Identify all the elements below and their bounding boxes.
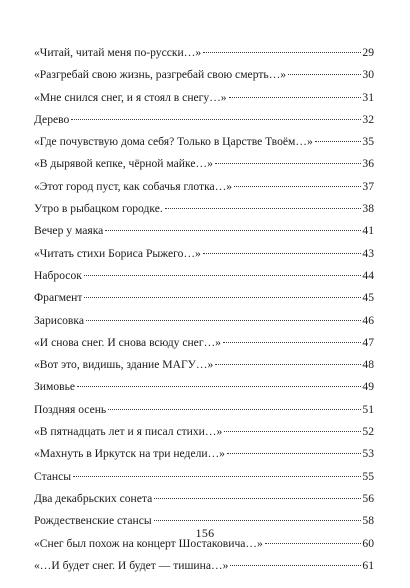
toc-entry-title: Вечер у маяка (34, 224, 104, 238)
toc-entry (34, 287, 374, 309)
dot-leader (84, 297, 361, 298)
dot-leader (165, 208, 362, 209)
toc-entry (34, 265, 374, 287)
dot-leader (105, 230, 361, 231)
toc-entry (34, 198, 374, 220)
toc-entry-title: Рождественские стансы (34, 514, 152, 528)
page-number: 156 (195, 526, 215, 540)
dot-leader (288, 74, 361, 75)
toc-entry-page: 49 (362, 380, 374, 394)
dot-leader (215, 364, 361, 365)
toc-entry-title: «…И будет снег. И будет — тишина…» (34, 558, 229, 572)
dot-leader (203, 253, 362, 254)
toc-entry-title: Утро в рыбацком городке. (34, 202, 163, 216)
toc-entry-page: 44 (362, 268, 374, 282)
dot-leader (234, 186, 361, 187)
toc-entry-title: «И снова снег. И снова всюду снег…» (34, 335, 221, 349)
toc-entry-title: «Читать стихи Бориса Рыжего…» (34, 246, 201, 260)
toc-entry-title: «В дырявой кепке, чёрной майке…» (34, 157, 213, 171)
dot-leader (227, 453, 361, 454)
toc-entry-page: 48 (362, 358, 374, 372)
toc-entry-page: 36 (362, 157, 374, 171)
toc-entry-page: 53 (362, 447, 374, 461)
dot-leader (223, 342, 361, 343)
toc-entry (34, 399, 374, 421)
toc-entry (34, 466, 374, 488)
toc-entry-page: 45 (362, 291, 374, 305)
toc-entry-page: 51 (362, 402, 374, 416)
toc-entry-title: Поздняя осень (34, 402, 107, 416)
toc-entry-page: 32 (362, 112, 374, 126)
toc-entry-title: Зимовье (34, 380, 76, 394)
dot-leader (230, 565, 361, 566)
toc-entry-title: Стансы (34, 469, 72, 483)
dot-leader (84, 275, 362, 276)
toc-entry (34, 376, 374, 398)
toc-entry-page: 37 (362, 179, 374, 193)
toc-entry (34, 421, 374, 443)
toc-entry (34, 42, 374, 64)
toc-entry-title: «В пятнадцать лет и я писал стихи…» (34, 425, 223, 439)
toc-entry-title: «Махнуть в Иркутск на три недели…» (34, 447, 225, 461)
toc-entry (34, 354, 374, 376)
dot-leader (203, 52, 361, 53)
toc-entry (34, 220, 374, 242)
dot-leader (86, 320, 361, 321)
toc-entry-page: 38 (362, 202, 374, 216)
toc-entry-page: 55 (362, 469, 374, 483)
toc-entry-title: Два декабрьских сонета (34, 491, 153, 505)
dot-leader (77, 386, 361, 387)
toc-entry-title: Фрагмент (34, 291, 83, 305)
toc-entry (34, 131, 374, 153)
toc-entry-title: «Читай, читай меня по-русски…» (34, 46, 202, 59)
toc-entry (34, 64, 374, 86)
toc-entry-title: Набросок (34, 268, 82, 282)
toc-entry (34, 332, 374, 354)
toc-entry-page: 41 (362, 224, 374, 238)
dot-leader (315, 141, 362, 142)
toc-entry (34, 555, 374, 577)
toc-entry-title: «Этот город пуст, как собачья глотка…» (34, 179, 233, 193)
table-of-contents (34, 42, 374, 577)
dot-leader (154, 520, 362, 521)
toc-entry-page: 47 (362, 335, 374, 349)
toc-entry (34, 488, 374, 510)
toc-entry-page: 56 (362, 491, 374, 505)
toc-entry-page: 31 (362, 90, 374, 104)
toc-entry (34, 109, 374, 131)
dot-leader (229, 97, 362, 98)
toc-entry (34, 87, 374, 109)
toc-entry-page: 43 (362, 246, 374, 260)
toc-entry-title: «Вот это, видишь, здание МАГУ…» (34, 358, 214, 372)
toc-entry-title: «Разгребай свою жизнь, разгребай свою смерть…» (34, 68, 287, 82)
toc-entry-title: Зарисовка (34, 313, 84, 327)
toc-entry-title: «Где почувствую дома себя? Только в Царстве Твоём…» (34, 135, 313, 149)
dot-leader (215, 163, 362, 164)
toc-entry-page: 29 (362, 46, 374, 59)
toc-entry-page: 61 (362, 558, 374, 572)
toc-entry (34, 310, 374, 332)
dot-leader (224, 431, 361, 432)
toc-entry-title: «Мне снился снег, и я стоял в снегу…» (34, 90, 227, 104)
toc-entry-page: 58 (362, 514, 374, 528)
toc-entry (34, 443, 374, 465)
toc-entry-page: 35 (362, 135, 374, 149)
toc-entry (34, 176, 374, 198)
toc-entry (34, 243, 374, 265)
toc-entry-page: 46 (362, 313, 374, 327)
dot-leader (71, 119, 361, 120)
toc-entry (34, 153, 374, 175)
toc-entry-title: Дерево (34, 112, 70, 126)
toc-entry-page: 30 (362, 68, 374, 82)
toc-entry-page: 60 (362, 536, 374, 550)
dot-leader (265, 543, 362, 544)
dot-leader (154, 498, 361, 499)
dot-leader (108, 409, 361, 410)
dot-leader (73, 476, 361, 477)
toc-entry-title: «Снег был похож на концерт Шостаковича…» (34, 536, 263, 550)
toc-entry-page: 52 (362, 425, 374, 439)
